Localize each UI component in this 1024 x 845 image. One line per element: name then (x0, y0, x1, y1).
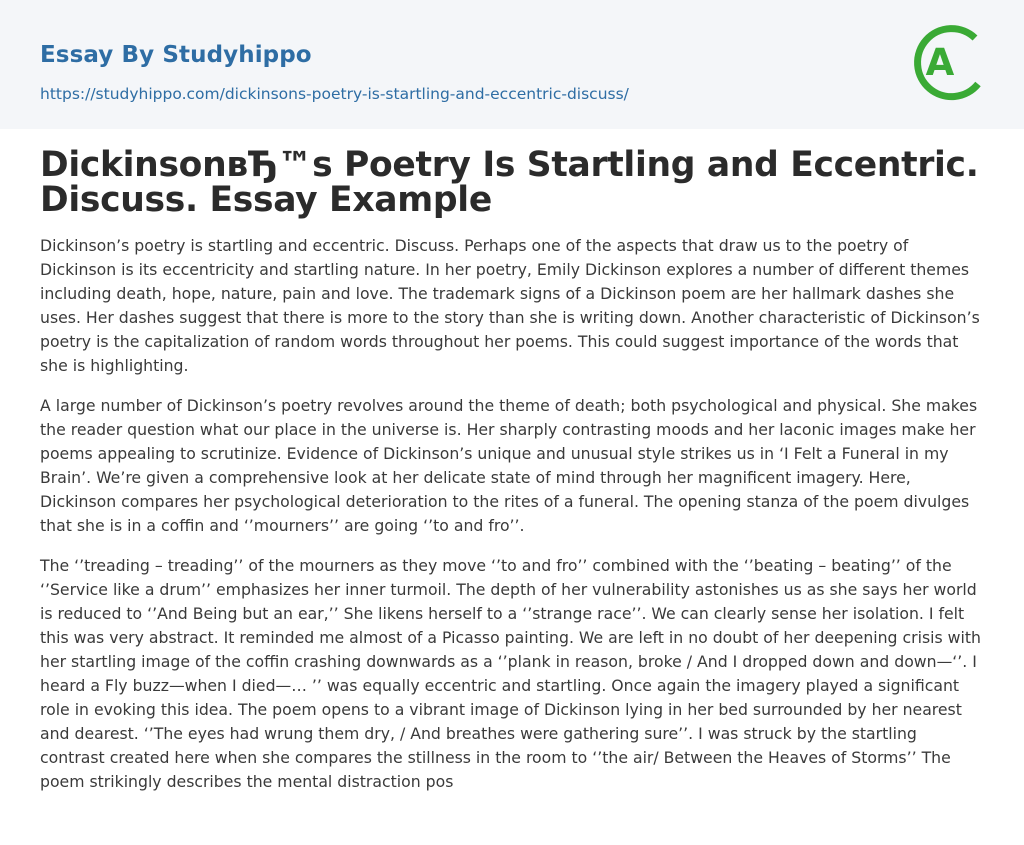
article-paragraph-1: Dickinson’s poetry is startling and eccentric. Discuss. Perhaps one of the aspects that draw us to the poetry of Dickinson is its eccentricity and startling nature. In her poetry, Emily Dickinson explores a number of different themes including death, hope, nature, pain and love. The trademark signs of a Dickinson poem are her hallmark dashes she uses. Her dashes suggest that there is more to the story than she is writing down. Another characteristic of Dickinson’s poetry is the capitalization of random words throughout her poems. This could suggest importance of the words that she is highlighting. (40, 236, 980, 375)
page-url-link[interactable]: https://studyhippo.com/dickinsons-poetry-is-startling-and-eccentric-discuss/ (40, 85, 629, 103)
studyhippo-logo-icon[interactable] (912, 20, 988, 106)
site-header (0, 0, 1024, 129)
article-paragraph-3: The ‘’treading – treading’’ of the mourners as they move ‘’to and fro’’ combined with the ‘’beating – beating’’ of the ‘’Service like a drum’’ emphasizes her inner turmoil. The depth of her vulnerability astonishes us as she says her world is reduced to ‘’And Being but an ear,’’ She likens herself to a ‘’strange race’’. We can clearly sense her isolation. I felt this was very abstract. It reminded me almost of a Picasso painting. We are left in no doubt of her deepening crisis with her startling image of the coffin crashing downwards as a ‘’plank in reason, broke / And I dropped down and down—‘’. I heard a Fly buzz—when I died—… ’’ was equally eccentric and startling. Once again the imagery played a significant role in evoking this idea. The poem opens to a vibrant image of Dickinson lying in her bed surrounded by her nearest and dearest. ‘’The eyes had wrung them dry, / And breathes were gathering sure’’. I was struck by the startling contrast created here when she compares the stillness in the room to ‘’the air/ Between the Heaves of Storms’’ The poem strikingly describes the mental distraction pos (40, 556, 981, 791)
article-title: DickinsonвЂ™s Poetry Is Startling and Eccentric. Discuss. Essay Example (40, 145, 979, 220)
article-paragraph-2: A large number of Dickinson’s poetry revolves around the theme of death; both psychological and physical. She makes the reader question what our place in the universe is. Her sharply contrasting moods and her laconic images make her poems appealing to scrutinize. Evidence of Dickinson’s unique and unusual style strikes us in ‘I Felt a Funeral in my Brain’. We’re given a comprehensive look at her delicate state of mind through her magnificent imagery. Here, Dickinson compares her psychological deterioration to the rites of a funeral. The opening stanza of the poem divulges that she is in a coffin and ‘’mourners’’ are going ‘’to and fro’’. (40, 396, 978, 535)
article (40, 145, 986, 810)
site-brand[interactable]: Essay By Studyhippo (40, 42, 312, 68)
logo-letter: A (925, 41, 955, 84)
